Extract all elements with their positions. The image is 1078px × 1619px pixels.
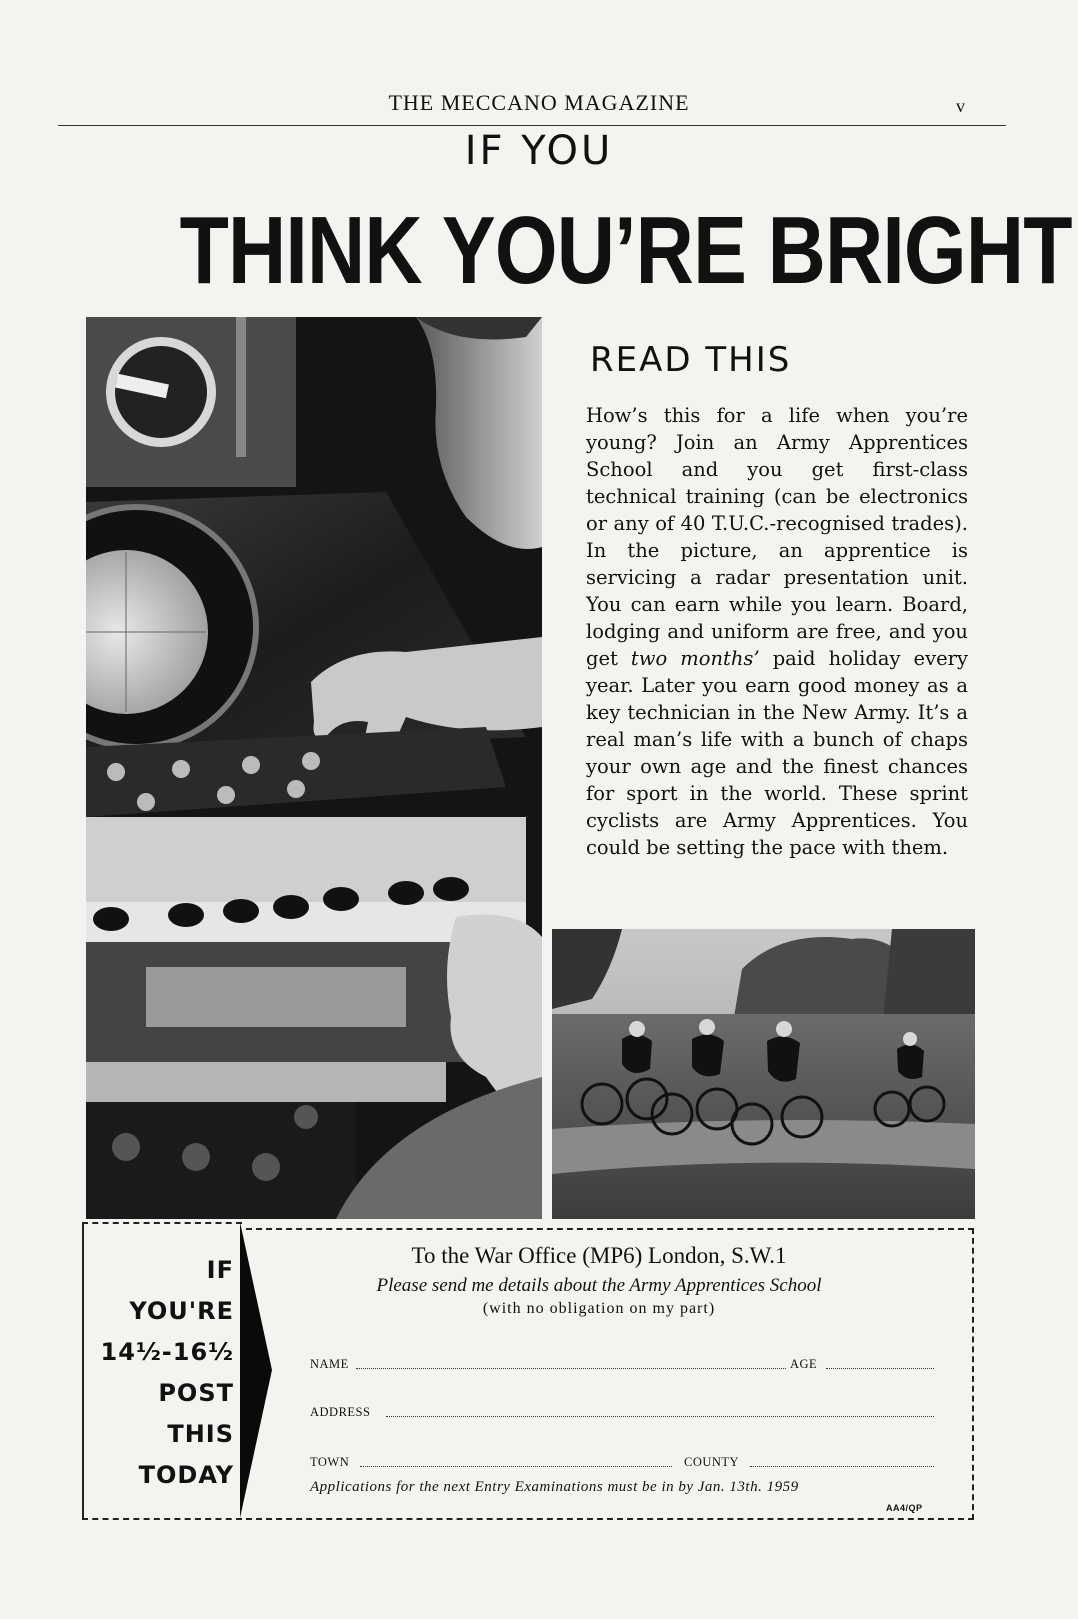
county-label: COUNTY <box>684 1455 740 1469</box>
town-label: TOWN <box>310 1455 350 1469</box>
address-field[interactable] <box>386 1416 934 1417</box>
headline: THINK YOU’RE BRIGHT <box>179 197 1072 304</box>
running-head: THE MECCANO MAGAZINE <box>388 90 690 115</box>
coupon-obligation: (with no obligation on my part) <box>482 1300 716 1317</box>
side-line-post: POST <box>158 1379 234 1407</box>
coupon-request: Please send me details about the Army Apprentices School <box>376 1275 822 1296</box>
subhead-read-this: READ THIS <box>590 340 792 380</box>
coupon-form <box>246 1228 974 1520</box>
body-text-italic: two months’ <box>630 647 760 670</box>
header-rule <box>58 125 1006 126</box>
side-line-age-range: 14½-16½ <box>100 1338 234 1366</box>
name-label: NAME <box>310 1357 349 1371</box>
body-text-part-2: paid holiday every year. Later you earn good money as a key technician in the New Army. It’s a real man’s life with a bunch of chaps your own age and the finest chances for sport in the world. These sprint cyclists are Army Apprentices. You could be setting the pace with them. <box>586 647 968 859</box>
name-field[interactable] <box>356 1368 786 1369</box>
page-number: v <box>956 96 965 116</box>
entry-deadline-note: Applications for the next Entry Examinations must be in by Jan. 13th. 1959 <box>310 1479 799 1495</box>
side-line-if: IF <box>206 1256 234 1284</box>
body-text-part-1: How’s this for a life when you’re young? Join an Army Apprentices School and you get first-class technical training (can be electronics or any of 40 T.U.C.-recognised trades). In the picture, an apprentice is servicing a radar presentation unit. You can earn while you learn. Board, lodging and uniform are free, and you get <box>586 404 968 670</box>
side-line-this: THIS <box>167 1420 234 1448</box>
sprint-cyclists-photo <box>552 929 975 1219</box>
side-line-youre: YOU'RE <box>129 1297 234 1325</box>
advert-code: AA4/QP <box>886 1503 923 1513</box>
radar-apprentice-photo <box>86 317 542 1219</box>
age-label: AGE <box>790 1357 818 1371</box>
body-copy <box>586 402 968 861</box>
age-field[interactable] <box>826 1368 934 1369</box>
side-line-today: TODAY <box>138 1461 234 1489</box>
address-label: ADDRESS <box>310 1405 371 1419</box>
coupon-address-to: To the War Office (MP6) London, S.W.1 <box>411 1243 787 1268</box>
town-field[interactable] <box>360 1466 672 1467</box>
kicker-if-you: IF YOU <box>464 128 614 174</box>
county-field[interactable] <box>750 1466 934 1467</box>
